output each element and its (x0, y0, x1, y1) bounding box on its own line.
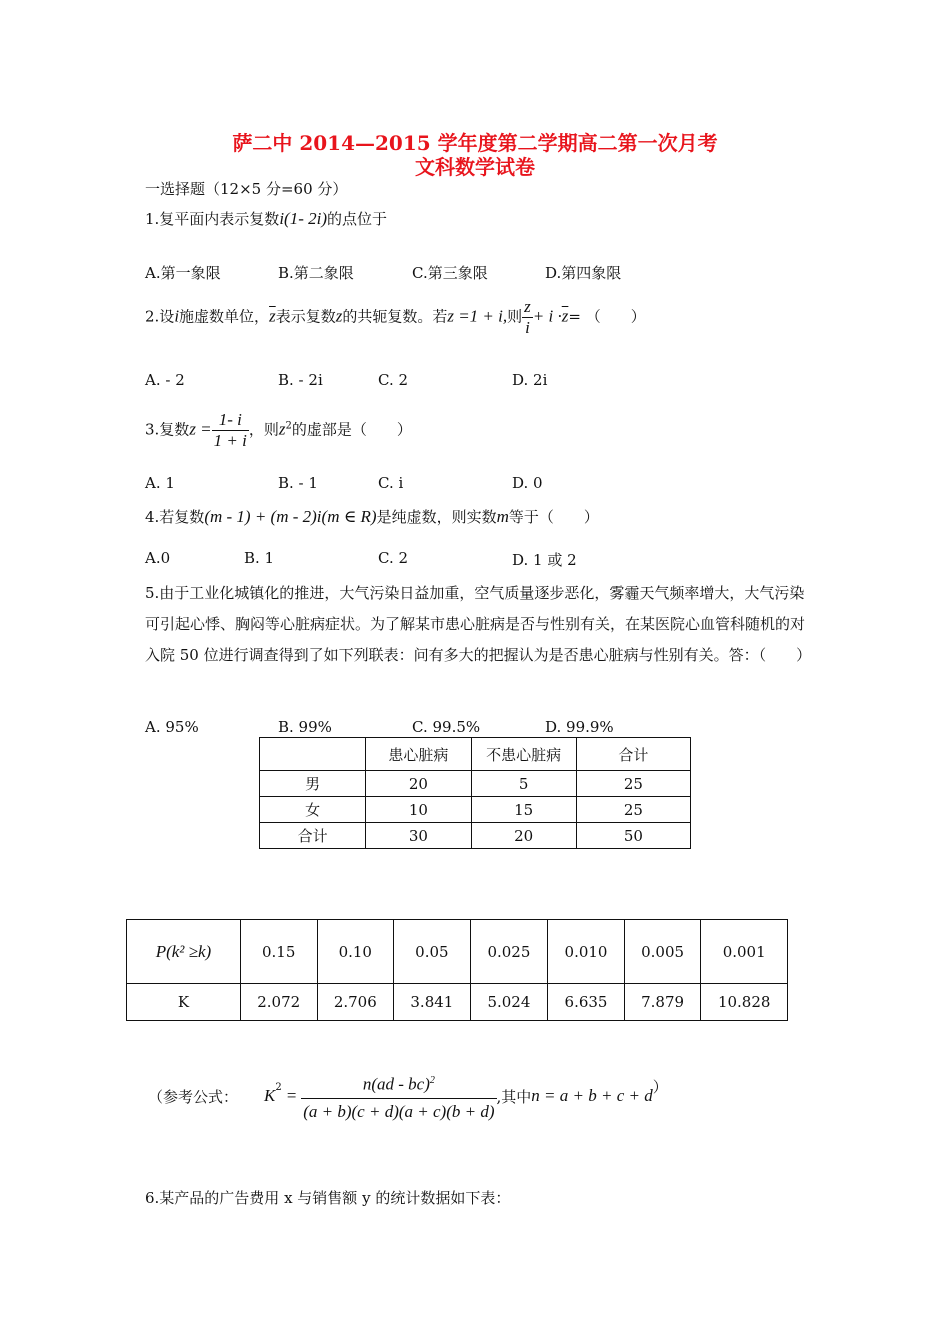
q2-frac-num: z (524, 297, 531, 316)
table-cell: 患心脏病 (366, 738, 471, 771)
q3-frac-den: 1 + i (213, 431, 247, 450)
q3-suffix: 的虚部是（ ） (291, 420, 412, 439)
q2-condition: z =1 + i, (447, 306, 508, 326)
question-1 (145, 208, 387, 229)
formula-num-exponent: 2 (429, 1075, 435, 1086)
table-cell: 2.706 (317, 984, 394, 1021)
q3-exponent: 2 (285, 420, 292, 432)
formula-label: （参考公式： (148, 1087, 239, 1106)
q2-option-a: A. - 2 (145, 371, 185, 389)
q2-option-d: D. 2i (512, 371, 548, 389)
table-cell: K (127, 984, 241, 1021)
table-cell: 7.879 (624, 984, 701, 1021)
reference-formula (148, 1068, 668, 1125)
q2-zbar: $\overline{z}$ (269, 306, 276, 326)
formula-denominator: (a + b)(c + d)(a + c)(b + d) (303, 1101, 495, 1121)
q2-then: 则 (507, 307, 523, 326)
q4-suffix: 等于（ ） (508, 508, 599, 526)
table-cell: 5 (471, 771, 576, 797)
table-cell: 25 (576, 771, 690, 797)
q2-mid3: 的共轭复数。若 (342, 307, 448, 326)
q2-frac-den: i (525, 318, 530, 337)
q2-eq: = （ ） (568, 307, 646, 326)
q1-prefix: 1.复平面内表示复数 (145, 210, 280, 228)
q1-option-a: A.第一象限 (145, 264, 221, 282)
question-6: 6.某产品的广告费用 x 与销售额 y 的统计数据如下表： (145, 1189, 511, 1207)
table-cell: 0.05 (394, 920, 471, 984)
formula-fraction (301, 1068, 496, 1125)
table-cell: 0.005 (624, 920, 701, 984)
table-cell: 合计 (576, 738, 690, 771)
q1-suffix: 的点位于 (327, 210, 388, 228)
q2-mid2: 表示复数 (275, 307, 336, 326)
table-cell: 男 (260, 771, 366, 797)
q1-option-d: D.第四象限 (545, 264, 622, 282)
table-cell: 20 (366, 771, 471, 797)
formula-num-text: n(ad - bc) (362, 1074, 430, 1094)
formula-n-eq: n = a + b + c + d (531, 1086, 653, 1106)
q5-option-c: C. 99.5% (412, 718, 481, 736)
q3-option-a: A. 1 (145, 474, 175, 492)
table-cell: 2.072 (240, 984, 317, 1021)
section-heading: 一选择题（12×5 分=60 分） (145, 180, 348, 198)
q3-prefix: 3.复数 (145, 420, 190, 439)
table-cell: 15 (471, 797, 576, 823)
q3-frac-num: 1- i (212, 410, 249, 431)
exam-title-line2: 文科数学试卷 (415, 155, 535, 179)
table-cell: 0.001 (701, 920, 788, 984)
q4-expression: (m - 1) + (m - 2)i(m ∈ R) (204, 507, 377, 526)
table-row (260, 738, 691, 771)
table-cell: 合计 (260, 823, 366, 849)
q5-option-d: D. 99.9% (545, 718, 614, 736)
q2-tail-zbar: $\overline{z}$ (561, 306, 569, 326)
table-cell: 20 (471, 823, 576, 849)
q4-m: m (496, 507, 509, 526)
question-2 (145, 297, 646, 338)
table-cell: 5.024 (470, 984, 548, 1021)
q1-expression: i(1- 2i) (279, 209, 327, 228)
q4-mid: 是纯虚数，则实数 (376, 508, 497, 526)
q5-option-a: A. 95% (145, 718, 199, 736)
question-4 (145, 506, 599, 527)
table-row (260, 823, 691, 849)
q4-option-b: B. 1 (244, 549, 275, 567)
q3-option-d: D. 0 (512, 474, 543, 492)
table-cell: 0.025 (470, 920, 548, 984)
table-row (127, 984, 788, 1021)
q4-option-d: D. 1 或 2 (512, 551, 577, 569)
table-cell: 30 (366, 823, 471, 849)
table-cell: 25 (576, 797, 690, 823)
q3-z: z (278, 419, 286, 439)
table-cell: 0.010 (548, 920, 625, 984)
q3-fraction (212, 410, 249, 451)
q1-option-c: C.第三象限 (412, 264, 488, 282)
contingency-table (259, 737, 691, 849)
q2-fraction (522, 297, 533, 338)
table-cell: 3.841 (394, 984, 471, 1021)
formula-numerator (301, 1068, 496, 1099)
q4-option-c: C. 2 (378, 549, 409, 567)
q2-option-b: B. - 2i (278, 371, 323, 389)
table-cell: 0.10 (317, 920, 394, 984)
q5-option-b: B. 99% (278, 718, 332, 736)
formula-lhs: K (264, 1086, 276, 1106)
q3-z-eq: z = (189, 419, 212, 439)
table-cell (260, 738, 366, 771)
formula-equals: = (285, 1086, 298, 1106)
q2-option-c: C. 2 (378, 371, 409, 389)
q2-i: i (174, 306, 180, 326)
q3-option-c: C. i (378, 474, 404, 492)
formula-close: ） (652, 1078, 668, 1096)
q3-mid: ，则 (248, 420, 279, 439)
q3-option-b: B. - 1 (278, 474, 318, 492)
formula-where: ,其中 (496, 1087, 532, 1106)
table-cell: 10.828 (701, 984, 788, 1021)
table-cell: 女 (260, 797, 366, 823)
question-3 (145, 410, 412, 451)
formula-lhs-exponent: 2 (275, 1082, 282, 1093)
table-cell: 10 (366, 797, 471, 823)
exam-title-line1: 萨二中 2014—2015 学年度第二学期高二第一次月考 (232, 131, 718, 155)
q2-prefix: 2.设 (145, 307, 175, 326)
question-5: 5.由于工业化城镇化的推进，大气污染日益加重，空气质量逐步恶化，雾霾天气频率增大，大气污染可引起心悸、胸闷等心脏病症状。为了解某市患心脏病是否与性别有关，在某医院心血管科随机的对入院 50 位进行调查得到了如下列联表：问有多大的把握认为是否患心脏病与性别有关。答：（ ） (145, 584, 812, 664)
table-row (260, 797, 691, 823)
q4-prefix: 4.若复数 (145, 508, 205, 526)
critical-value-table (126, 919, 788, 1021)
q1-option-b: B.第二象限 (278, 264, 354, 282)
q4-option-a: A.0 (145, 549, 171, 567)
table-row (260, 771, 691, 797)
table-cell: 0.15 (240, 920, 317, 984)
q2-z: z (335, 306, 343, 326)
q2-mid1: 施虚数单位， (179, 307, 270, 326)
q2-tail: + i · (532, 306, 562, 326)
table-row (127, 920, 788, 984)
table-cell: 6.635 (548, 984, 625, 1021)
table-cell: 不患心脏病 (471, 738, 576, 771)
table-cell: 50 (576, 823, 690, 849)
table-cell: P(k² ≥k) (127, 920, 241, 984)
